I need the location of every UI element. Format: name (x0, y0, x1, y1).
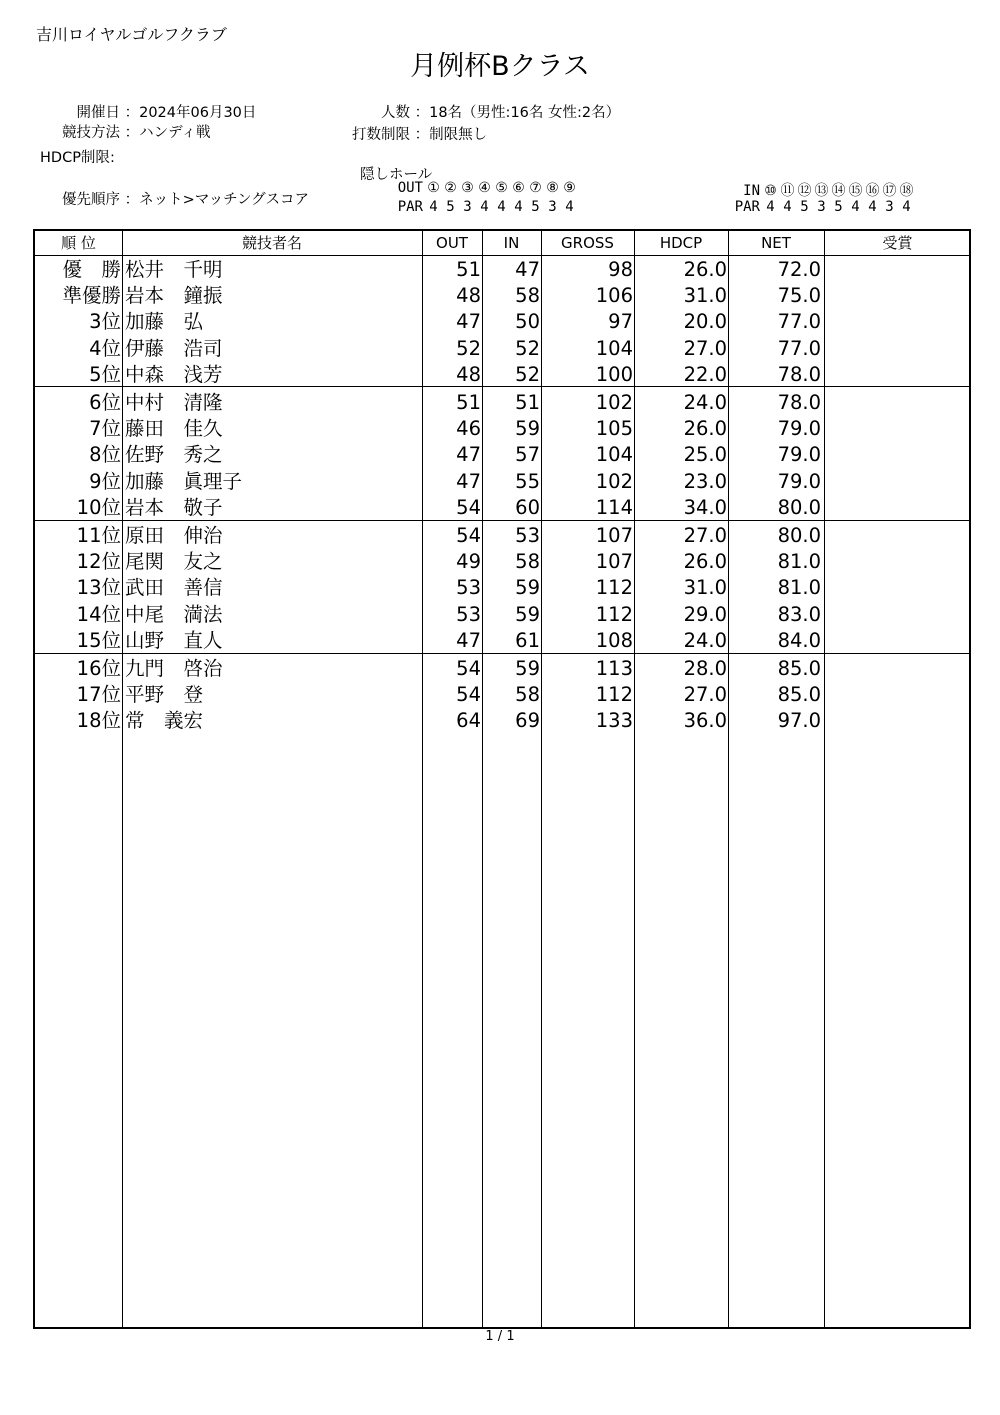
cell-hdcp: 26.0 (683, 416, 727, 440)
hole-number: ⑯ (865, 183, 880, 199)
cell-hdcp: 36.0 (683, 709, 727, 733)
cell-net: 80.0 (777, 523, 821, 547)
cell-rank: 準優勝 (62, 283, 121, 307)
cell-net: 80.0 (777, 496, 821, 520)
cell-name: 中尾 満法 (125, 602, 223, 626)
cell-gross: 102 (595, 469, 633, 493)
cell-gross: 108 (595, 629, 633, 653)
cell-gross: 133 (595, 709, 633, 733)
hole-number: ⑪ (780, 183, 795, 199)
par-value: 3 (817, 199, 826, 215)
table-row (35, 416, 969, 442)
cell-net: 83.0 (777, 602, 821, 626)
cell-hdcp: 20.0 (683, 310, 727, 334)
cell-gross: 100 (595, 363, 633, 387)
cell-name: 藤田 佳久 (125, 416, 223, 440)
cell-out: 64 (456, 709, 481, 733)
hole-number: ⑩ (764, 183, 777, 199)
out-par-row (383, 199, 578, 215)
in-label: IN (743, 183, 760, 199)
cell-out: 47 (456, 310, 481, 334)
cell-out: 49 (456, 549, 481, 573)
cell-hdcp: 25.0 (683, 443, 727, 467)
cell-rank: 6位 (89, 390, 121, 414)
cell-net: 85.0 (777, 656, 821, 680)
hole-number: ⑨ (563, 180, 576, 196)
cell-hdcp: 23.0 (683, 469, 727, 493)
header-rank: 順 位 (61, 234, 96, 252)
par-value: 5 (531, 199, 540, 215)
cell-in: 59 (515, 416, 540, 440)
hole-number: ⑮ (848, 183, 863, 199)
cell-net: 77.0 (777, 310, 821, 334)
cell-net: 75.0 (777, 283, 821, 307)
table-row (35, 575, 969, 601)
header-gross: GROSS (561, 234, 614, 252)
cell-rank: 5位 (89, 363, 121, 387)
in-par-row (720, 199, 915, 215)
hole-number: ⑥ (512, 180, 525, 196)
cell-rank: 優 勝 (62, 257, 121, 281)
header-net: NET (761, 234, 791, 252)
cell-in: 47 (515, 257, 540, 281)
cell-hdcp: 31.0 (683, 576, 727, 600)
cell-hdcp: 27.0 (683, 682, 727, 706)
cell-out: 53 (456, 576, 481, 600)
header-out: OUT (436, 234, 468, 252)
cell-net: 97.0 (777, 709, 821, 733)
cell-rank: 18位 (76, 709, 121, 733)
page-number: 1 / 1 (485, 1329, 515, 1344)
hidden-holes-label: 隠しホール (360, 167, 433, 183)
cell-in: 59 (515, 576, 540, 600)
hole-number: ② (444, 180, 457, 196)
colon: ： (414, 127, 430, 143)
cell-name: 武田 善信 (125, 576, 223, 600)
par-value: 4 (902, 199, 911, 215)
cell-name: 原田 伸治 (125, 523, 223, 547)
table-row (35, 628, 969, 654)
table-row (35, 442, 969, 468)
cell-hdcp: 28.0 (683, 656, 727, 680)
date-row (40, 101, 256, 122)
cell-in: 69 (515, 709, 540, 733)
cell-name: 加藤 眞理子 (125, 469, 243, 493)
cell-rank: 14位 (76, 602, 121, 626)
par-value: 4 (514, 199, 523, 215)
hole-number: ⑰ (882, 183, 897, 199)
hdcp-limit-row (40, 146, 115, 167)
cell-net: 77.0 (777, 336, 821, 360)
par-value: 5 (834, 199, 843, 215)
par-value: 3 (885, 199, 894, 215)
hole-number: ④ (478, 180, 491, 196)
date-value: 2024年06月30日 (139, 105, 257, 121)
cell-in: 51 (515, 390, 540, 414)
cell-out: 47 (456, 443, 481, 467)
colon: ： (124, 192, 140, 208)
cell-name: 中村 清隆 (125, 390, 223, 414)
colon: ： (124, 105, 140, 121)
out-label: OUT (397, 180, 423, 196)
cell-name: 伊藤 浩司 (125, 336, 223, 360)
cell-net: 85.0 (777, 682, 821, 706)
hole-number: ⑧ (546, 180, 559, 196)
cell-gross: 98 (608, 257, 633, 281)
cell-net: 84.0 (777, 629, 821, 653)
cell-in: 57 (515, 443, 540, 467)
cell-gross: 113 (595, 656, 633, 680)
cell-name: 山野 直人 (125, 629, 223, 653)
cell-out: 47 (456, 629, 481, 653)
table-row (35, 682, 969, 708)
cell-in: 52 (515, 336, 540, 360)
cell-in: 58 (515, 682, 540, 706)
table-row (35, 495, 969, 521)
cell-name: 岩本 鐘振 (125, 283, 223, 307)
cell-in: 58 (515, 283, 540, 307)
cell-gross: 106 (595, 283, 633, 307)
cell-gross: 112 (595, 576, 633, 600)
hole-number: ⑭ (831, 183, 846, 199)
table-row (35, 362, 969, 388)
cell-gross: 107 (595, 549, 633, 573)
par-value: 4 (766, 199, 775, 215)
cell-name: 平野 登 (125, 682, 204, 706)
date-label: 開催日 (76, 105, 120, 121)
cell-out: 52 (456, 336, 481, 360)
cell-name: 常 義宏 (125, 709, 204, 733)
cell-hdcp: 29.0 (683, 602, 727, 626)
cell-name: 中森 浅芳 (125, 363, 223, 387)
cell-gross: 112 (595, 682, 633, 706)
par-label: PAR (397, 199, 423, 215)
header-in: IN (503, 234, 520, 252)
table-row (35, 656, 969, 682)
stroke-limit-label: 打数制限 (352, 127, 410, 143)
out-holes-row (383, 180, 578, 196)
par-value: 4 (429, 199, 438, 215)
cell-gross: 102 (595, 390, 633, 414)
cell-hdcp: 27.0 (683, 336, 727, 360)
table-row (35, 283, 969, 309)
priority-label: 優先順序 (62, 192, 120, 208)
cell-net: 79.0 (777, 469, 821, 493)
cell-name: 岩本 敬子 (125, 496, 223, 520)
cell-hdcp: 31.0 (683, 283, 727, 307)
in-holes-row (720, 180, 915, 200)
par-value: 4 (565, 199, 574, 215)
colon: ： (124, 125, 140, 141)
cell-out: 54 (456, 523, 481, 547)
cell-rank: 10位 (76, 496, 121, 520)
cell-rank: 8位 (89, 443, 121, 467)
header-name: 競技者名 (241, 234, 302, 252)
page-title: 月例杯Bクラス (410, 51, 590, 82)
hdcp-limit-label: HDCP制限 (40, 150, 110, 166)
priority-row (40, 188, 309, 209)
cell-gross: 104 (595, 443, 633, 467)
cell-name: 加藤 弘 (125, 310, 204, 334)
par-value: 4 (783, 199, 792, 215)
cell-hdcp: 24.0 (683, 629, 727, 653)
cell-hdcp: 26.0 (683, 549, 727, 573)
cell-in: 59 (515, 656, 540, 680)
cell-out: 54 (456, 682, 481, 706)
players-label: 人数 (381, 105, 410, 121)
cell-net: 79.0 (777, 416, 821, 440)
cell-out: 48 (456, 283, 481, 307)
cell-rank: 12位 (76, 549, 121, 573)
cell-in: 59 (515, 602, 540, 626)
cell-name: 尾関 友之 (125, 549, 223, 573)
cell-name: 松井 千明 (125, 257, 223, 281)
par-value: 3 (463, 199, 472, 215)
cell-hdcp: 27.0 (683, 523, 727, 547)
cell-gross: 112 (595, 602, 633, 626)
cell-net: 72.0 (777, 257, 821, 281)
cell-net: 81.0 (777, 549, 821, 573)
cell-out: 51 (456, 390, 481, 414)
cell-out: 53 (456, 602, 481, 626)
cell-in: 53 (515, 523, 540, 547)
table-row (35, 708, 969, 734)
par-value: 5 (800, 199, 809, 215)
cell-out: 54 (456, 496, 481, 520)
par-value: 4 (868, 199, 877, 215)
cell-hdcp: 22.0 (683, 363, 727, 387)
hole-number: ⑤ (495, 180, 508, 196)
header-award: 受賞 (882, 234, 913, 252)
cell-gross: 107 (595, 523, 633, 547)
cell-net: 78.0 (777, 390, 821, 414)
players-value: 18名（男性:16名 女性:2名） (429, 105, 621, 121)
table-row (35, 523, 969, 549)
table-row (35, 257, 969, 283)
cell-rank: 9位 (89, 469, 121, 493)
cell-gross: 114 (595, 496, 633, 520)
cell-rank: 17位 (76, 682, 121, 706)
cell-rank: 15位 (76, 629, 121, 653)
cell-out: 48 (456, 363, 481, 387)
table-row (35, 309, 969, 335)
cell-rank: 7位 (89, 416, 121, 440)
table-row (35, 336, 969, 362)
hole-number: ⑬ (814, 183, 829, 199)
cell-rank: 13位 (76, 576, 121, 600)
cell-hdcp: 26.0 (683, 257, 727, 281)
stroke-limit-row (310, 123, 487, 144)
hole-number: ⑱ (899, 183, 914, 199)
cell-out: 51 (456, 257, 481, 281)
cell-in: 50 (515, 310, 540, 334)
stroke-limit-value: 制限無し (429, 127, 488, 143)
cell-in: 52 (515, 363, 540, 387)
par-value: 4 (480, 199, 489, 215)
cell-rank: 11位 (76, 523, 121, 547)
cell-in: 61 (515, 629, 540, 653)
cell-hdcp: 24.0 (683, 390, 727, 414)
par-value: 3 (548, 199, 557, 215)
cell-out: 54 (456, 656, 481, 680)
method-value: ハンディ戦 (139, 125, 211, 141)
cell-rank: 3位 (89, 310, 121, 334)
cell-net: 81.0 (777, 576, 821, 600)
results-table (33, 229, 971, 1329)
cell-in: 58 (515, 549, 540, 573)
cell-gross: 105 (595, 416, 633, 440)
method-label: 競技方法 (62, 125, 120, 141)
cell-out: 47 (456, 469, 481, 493)
club-name: 吉川ロイヤルゴルフクラブ (36, 25, 227, 44)
table-row (35, 549, 969, 575)
par-value: 4 (497, 199, 506, 215)
par-value: 4 (851, 199, 860, 215)
players-row (340, 101, 620, 122)
cell-in: 55 (515, 469, 540, 493)
cell-gross: 97 (608, 310, 633, 334)
hole-number: ⑫ (797, 183, 812, 199)
cell-name: 九門 啓治 (125, 656, 223, 680)
colon: : (109, 150, 115, 166)
cell-net: 78.0 (777, 363, 821, 387)
cell-rank: 16位 (76, 656, 121, 680)
cell-out: 46 (456, 416, 481, 440)
par-label: PAR (734, 199, 760, 215)
table-row (35, 469, 969, 495)
hole-number: ① (427, 180, 440, 196)
colon: ： (414, 105, 430, 121)
method-row (40, 121, 210, 142)
priority-value: ネット>マッチングスコア (139, 192, 310, 208)
cell-name: 佐野 秀之 (125, 443, 223, 467)
hole-number: ③ (461, 180, 474, 196)
par-value: 5 (446, 199, 455, 215)
hole-number: ⑦ (529, 180, 542, 196)
cell-rank: 4位 (89, 336, 121, 360)
table-row (35, 390, 969, 416)
cell-in: 60 (515, 496, 540, 520)
table-row (35, 602, 969, 628)
header-hdcp: HDCP (659, 234, 703, 252)
cell-hdcp: 34.0 (683, 496, 727, 520)
cell-gross: 104 (595, 336, 633, 360)
cell-net: 79.0 (777, 443, 821, 467)
